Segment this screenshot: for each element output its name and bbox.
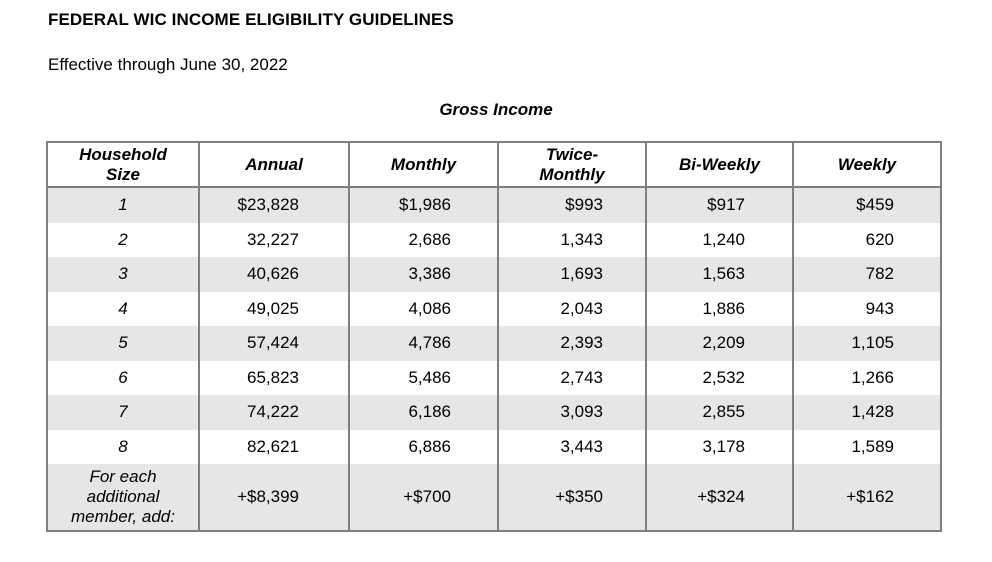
table-row <box>47 326 941 361</box>
cell-weekly: 943 <box>793 292 941 327</box>
header-bi-weekly: Bi-Weekly <box>646 142 793 187</box>
cell-household-size: 6 <box>47 361 199 396</box>
header-twice-line1: Twice- <box>545 144 599 164</box>
table-row <box>47 430 941 465</box>
cell-bi-weekly: 1,563 <box>646 257 793 292</box>
cell-twice-monthly: 1,343 <box>498 223 646 258</box>
header-household-line1: Household <box>79 144 167 164</box>
cell-additional-label <box>47 464 199 531</box>
page-title: FEDERAL WIC INCOME ELIGIBILITY GUIDELINES <box>48 10 454 29</box>
header-twice-line2: Monthly <box>539 164 605 184</box>
cell-weekly: 1,266 <box>793 361 941 396</box>
cell-monthly: 4,786 <box>349 326 498 361</box>
cell-bi-weekly: 1,240 <box>646 223 793 258</box>
cell-annual: 40,626 <box>199 257 349 292</box>
additional-member-row <box>47 464 941 531</box>
cell-annual: $23,828 <box>199 187 349 223</box>
cell-bi-weekly: 3,178 <box>646 430 793 465</box>
cell-household-size: 8 <box>47 430 199 465</box>
cell-bi-weekly: +$324 <box>646 464 793 531</box>
effective-date: Effective through June 30, 2022 <box>48 55 288 74</box>
cell-annual: 82,621 <box>199 430 349 465</box>
cell-household-size: 1 <box>47 187 199 223</box>
cell-monthly: +$700 <box>349 464 498 531</box>
cell-annual: 74,222 <box>199 395 349 430</box>
cell-monthly: 3,386 <box>349 257 498 292</box>
cell-monthly: 6,186 <box>349 395 498 430</box>
cell-twice-monthly: 3,093 <box>498 395 646 430</box>
header-weekly: Weekly <box>793 142 941 187</box>
cell-monthly: 2,686 <box>349 223 498 258</box>
cell-twice-monthly: 2,743 <box>498 361 646 396</box>
table-row <box>47 223 941 258</box>
cell-weekly: 620 <box>793 223 941 258</box>
cell-household-size: 4 <box>47 292 199 327</box>
table-row <box>47 395 941 430</box>
cell-bi-weekly: 1,886 <box>646 292 793 327</box>
additional-label-line3: member, add: <box>71 507 175 526</box>
cell-weekly: 1,428 <box>793 395 941 430</box>
cell-household-size: 2 <box>47 223 199 258</box>
cell-twice-monthly: 2,043 <box>498 292 646 327</box>
cell-weekly: 1,589 <box>793 430 941 465</box>
cell-annual: 49,025 <box>199 292 349 327</box>
cell-weekly: $459 <box>793 187 941 223</box>
cell-bi-weekly: 2,209 <box>646 326 793 361</box>
cell-monthly: 4,086 <box>349 292 498 327</box>
cell-bi-weekly: 2,532 <box>646 361 793 396</box>
table-row <box>47 257 941 292</box>
cell-household-size: 5 <box>47 326 199 361</box>
cell-weekly: +$162 <box>793 464 941 531</box>
cell-bi-weekly: 2,855 <box>646 395 793 430</box>
income-guidelines-table <box>46 141 942 532</box>
cell-weekly: 1,105 <box>793 326 941 361</box>
cell-household-size: 3 <box>47 257 199 292</box>
cell-twice-monthly: 2,393 <box>498 326 646 361</box>
header-household-line2: Size <box>105 164 141 184</box>
cell-twice-monthly: 3,443 <box>498 430 646 465</box>
cell-bi-weekly: $917 <box>646 187 793 223</box>
cell-annual: 57,424 <box>199 326 349 361</box>
cell-weekly: 782 <box>793 257 941 292</box>
cell-annual: 65,823 <box>199 361 349 396</box>
additional-label-line2: additional <box>86 487 160 506</box>
cell-twice-monthly: 1,693 <box>498 257 646 292</box>
header-household-size <box>47 142 199 187</box>
table-row <box>47 187 941 223</box>
table-caption: Gross Income <box>439 100 553 119</box>
cell-twice-monthly: $993 <box>498 187 646 223</box>
cell-annual: +$8,399 <box>199 464 349 531</box>
additional-label-line1: For each <box>89 467 157 486</box>
table-row <box>47 292 941 327</box>
table-row <box>47 361 941 396</box>
header-annual: Annual <box>199 142 349 187</box>
header-twice-monthly <box>498 142 646 187</box>
header-monthly: Monthly <box>349 142 498 187</box>
cell-monthly: 6,886 <box>349 430 498 465</box>
cell-monthly: $1,986 <box>349 187 498 223</box>
table-header-row <box>47 142 941 187</box>
cell-monthly: 5,486 <box>349 361 498 396</box>
cell-annual: 32,227 <box>199 223 349 258</box>
cell-household-size: 7 <box>47 395 199 430</box>
cell-twice-monthly: +$350 <box>498 464 646 531</box>
